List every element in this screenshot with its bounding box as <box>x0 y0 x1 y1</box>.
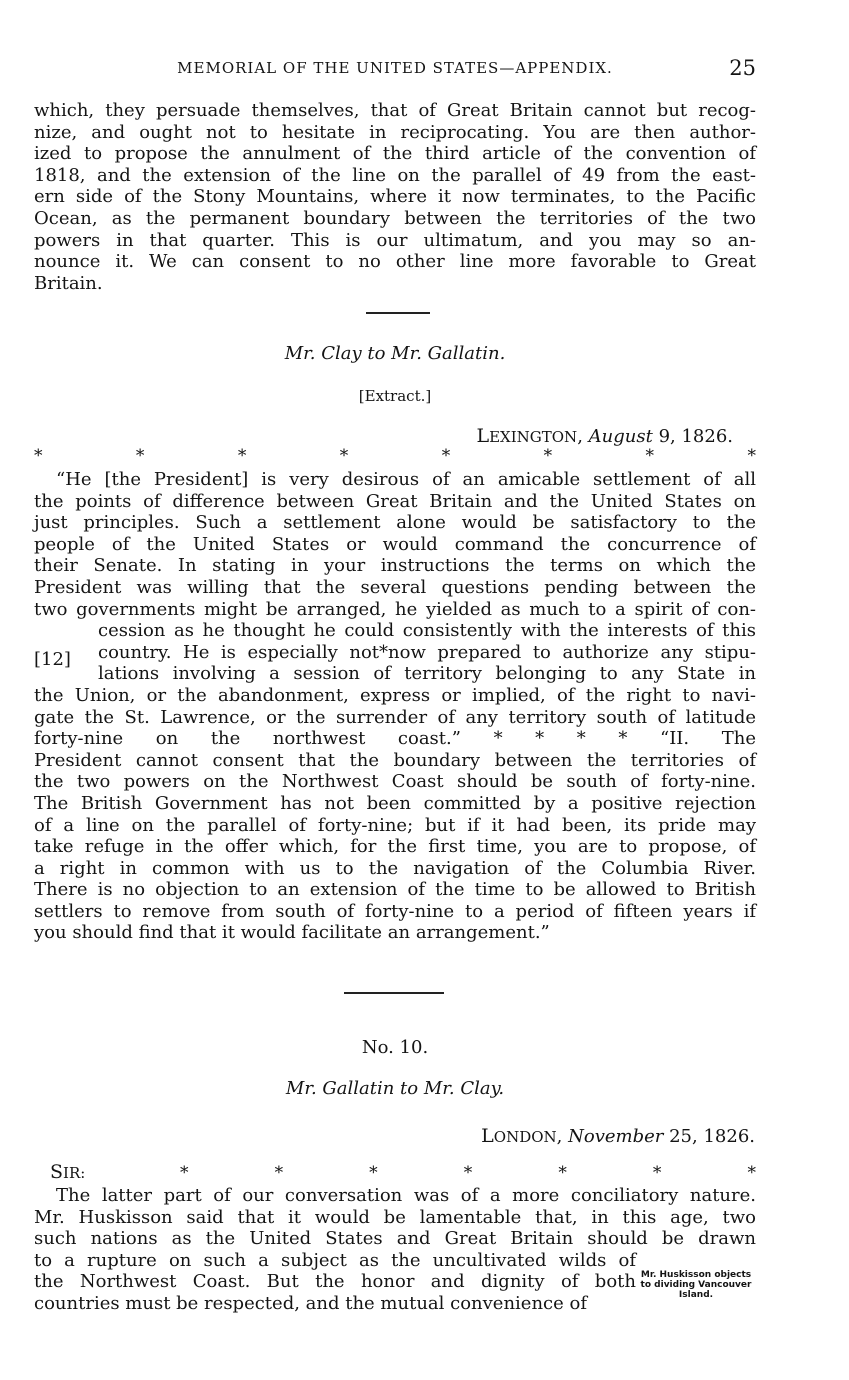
ellipsis-star: * <box>274 1163 284 1183</box>
text-line: country. He is especially not*now prepared to authorize any stipu- <box>98 641 756 663</box>
text-line: their Senate. In stating in your instructions the terms on which the <box>34 555 756 577</box>
page-number: 25 <box>729 56 756 80</box>
text-line: Britain. <box>34 272 103 294</box>
text-line: lations involving a session of territory belonging to any State in <box>98 663 756 685</box>
ellipsis-stars-row <box>180 1163 756 1183</box>
text-line: just principles. Such a settlement alone would be satisfactory to the <box>34 512 756 534</box>
text-line: the two powers on the Northwest Coast should be south of forty-nine. <box>34 771 756 793</box>
text-line: to a rupture on such a subject as the uncultivated wilds of <box>34 1249 636 1271</box>
text-line: nize, and ought not to hesitate in reciprocating. You are then author- <box>34 121 756 143</box>
text-line: the points of difference between Great Britain and the United States on <box>34 490 756 512</box>
dateline-place: LONDON <box>481 1125 557 1147</box>
dateline-month: November <box>568 1126 664 1147</box>
text-line: ized to propose the annulment of the third article of the convention of <box>34 143 756 165</box>
text-line: gate the St. Lawrence, or the surrender of any territory south of latitude <box>34 706 756 728</box>
ellipsis-star: * <box>747 446 756 466</box>
ellipsis-star: * <box>34 446 43 466</box>
salutation: SIR: <box>50 1161 86 1183</box>
text-line: The British Government has not been committed by a positive rejection <box>34 792 756 814</box>
ellipsis-star: * <box>543 446 553 466</box>
text-line: forty-nine on the northwest coast.” * * * * “II. The <box>34 728 756 750</box>
running-header <box>34 56 756 86</box>
dateline-day-year: 25, 1826. <box>669 1126 755 1147</box>
text-line: Mr. Huskisson said that it would be lamentable that, in this age, two <box>34 1206 756 1228</box>
text-line: which, they persuade themselves, that of Great Britain cannot but recog- <box>34 100 756 121</box>
dateline-london: LONDON, November 25, 1826. <box>481 1125 755 1147</box>
text-line: “He [the President] is very desirous of an amicable settlement of all <box>56 469 756 490</box>
text-line: ern side of the Stony Mountains, where it now terminates, to the Pacific <box>34 186 756 208</box>
ellipsis-star: * <box>369 1163 378 1183</box>
text-line: President cannot consent that the boundary between the territories of <box>34 749 756 771</box>
dateline-lexington: LEXINGTON, August 9, 1826. <box>476 425 733 447</box>
dateline-day-year: 9, 1826. <box>658 426 733 447</box>
text-line: such nations as the United States and Great Britain should be drawn <box>34 1228 756 1250</box>
ellipsis-star: * <box>135 446 145 466</box>
text-line: 1818, and the extension of the line on the parallel of 49 from the east- <box>34 164 756 186</box>
ellipsis-star: * <box>558 1163 567 1183</box>
text-line: people of the United States or would command the concurrence of <box>34 533 756 555</box>
dateline-place: LEXINGTON <box>476 425 578 447</box>
ellipsis-star: * <box>463 1163 473 1183</box>
ellipsis-star: * <box>180 1163 189 1183</box>
text-line: The latter part of our conversation was of a more conciliatory nature. <box>56 1185 756 1206</box>
letter-heading-clay-to-gallatin: Mr. Clay to Mr. Gallatin. <box>284 343 506 364</box>
ellipsis-star: * <box>652 1163 662 1183</box>
text-line: cession as he thought he could consistently with the interests of this <box>98 620 756 642</box>
text-line: powers in that quarter. This is our ultimatum, and you may so an- <box>34 229 756 251</box>
text-line: take refuge in the offer which, for the first time, you are to propose, of <box>34 836 756 858</box>
text-line: President was willing that the several questions pending between the <box>34 576 756 598</box>
ellipsis-star: * <box>747 1163 756 1183</box>
letter-heading-gallatin-to-clay: Mr. Gallatin to Mr. Clay. <box>285 1078 505 1099</box>
section-divider <box>344 992 444 994</box>
ellipsis-star: * <box>645 446 655 466</box>
ellipsis-star: * <box>441 446 451 466</box>
running-title: MEMORIAL OF THE UNITED STATES—APPENDIX. <box>177 59 613 77</box>
text-line: the Northwest Coast. But the honor and dignity of both <box>34 1271 636 1293</box>
text-line: a right in common with us to the navigation of the Columbia River. <box>34 857 756 879</box>
ellipsis-star: * <box>339 446 349 466</box>
text-line: you should find that it would facilitate an arrangement.” <box>34 922 550 944</box>
text-line: Ocean, as the permanent boundary between the territories of the two <box>34 207 756 229</box>
letter-body-clay <box>34 469 756 944</box>
opening-paragraph <box>34 100 756 294</box>
text-line: settlers to remove from south of forty-nine to a period of fifteen years if <box>34 900 756 922</box>
extract-label: [Extract.] <box>358 387 432 405</box>
text-line: two governments might be arranged, he yielded as much to a spirit of con- <box>34 598 756 620</box>
margin-note: Mr. Huskisson objects to dividing Vancouver Island. <box>640 1270 752 1300</box>
ellipsis-stars-row <box>34 446 756 466</box>
text-line: of a line on the parallel of forty-nine; but if it had been, its pride may <box>34 814 756 836</box>
dateline-month: August <box>588 426 653 447</box>
text-line: There is no objection to an extension of the time to be allowed to British <box>34 879 756 901</box>
text-line: nounce it. We can consent to no other line more favorable to Great <box>34 251 756 273</box>
original-page-marker: [12] <box>34 649 71 670</box>
section-divider <box>366 312 430 314</box>
ellipsis-star: * <box>237 446 247 466</box>
document-number: No. 10. <box>361 1037 429 1058</box>
text-line: countries must be respected, and the mutual convenience of <box>34 1292 588 1314</box>
text-line: the Union, or the abandonment, express or implied, of the right to navi- <box>34 684 756 706</box>
